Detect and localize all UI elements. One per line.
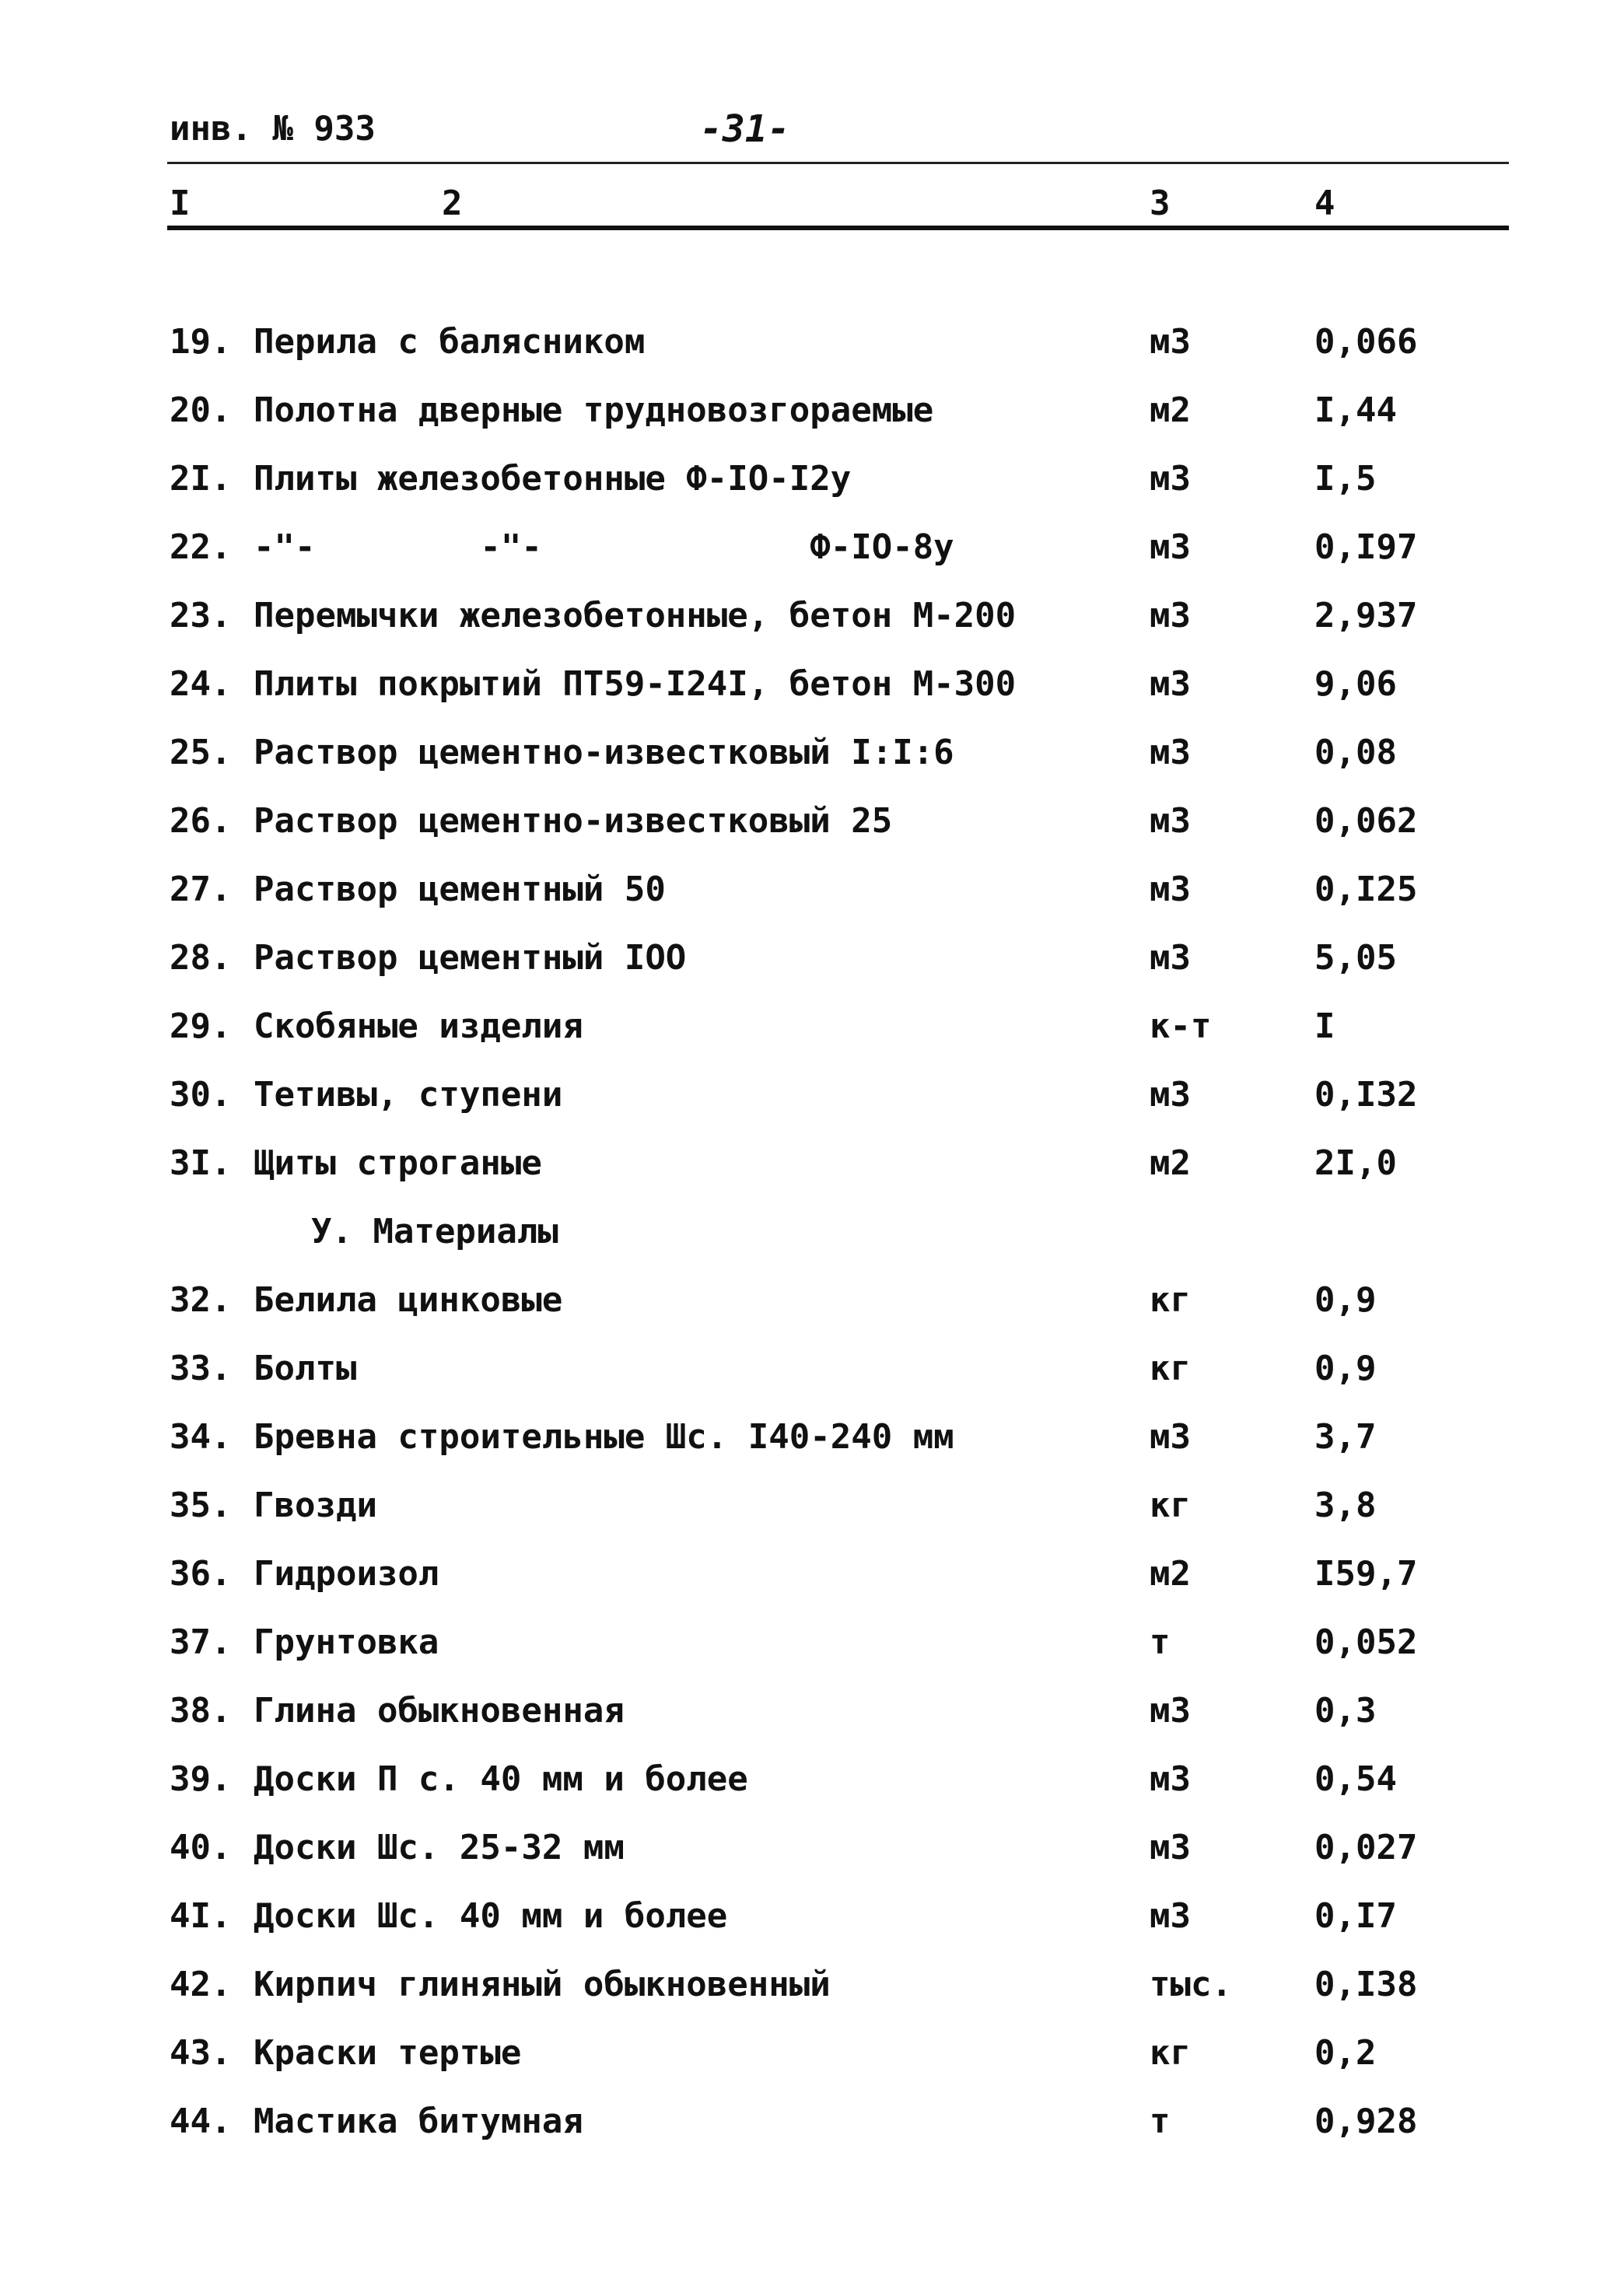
list-item bbox=[0, 1475, 1617, 1543]
item-quantity: 0,928 bbox=[1314, 2102, 1418, 2141]
item-unit: к-т bbox=[1150, 1006, 1212, 1046]
item-name: -"- -"- Ф-IO-8у bbox=[254, 527, 954, 567]
item-unit: м3 bbox=[1150, 801, 1191, 841]
item-number: 26. bbox=[170, 801, 232, 841]
item-quantity: 2I,0 bbox=[1314, 1143, 1397, 1183]
list-item bbox=[0, 996, 1617, 1064]
list-item bbox=[0, 927, 1617, 996]
list-item bbox=[0, 1612, 1617, 1680]
list-item bbox=[0, 859, 1617, 927]
item-unit: т bbox=[1150, 1622, 1171, 1662]
list-item bbox=[0, 2091, 1617, 2159]
item-number: 43. bbox=[170, 2033, 232, 2073]
item-number: 2I. bbox=[170, 459, 232, 499]
list-item bbox=[0, 1885, 1617, 1954]
item-quantity: 0,I32 bbox=[1314, 1075, 1418, 1115]
item-quantity: 0,027 bbox=[1314, 1828, 1418, 1867]
list-item bbox=[0, 311, 1617, 380]
item-name: Тетивы, ступени bbox=[254, 1075, 563, 1115]
section-heading: У. Материалы bbox=[311, 1212, 558, 1251]
item-quantity: I59,7 bbox=[1314, 1554, 1418, 1594]
item-name: Полотна дверные трудновозгораемые bbox=[254, 390, 934, 430]
item-quantity: 0,9 bbox=[1314, 1349, 1377, 1388]
list-item bbox=[0, 1748, 1617, 1817]
item-number: 40. bbox=[170, 1828, 232, 1867]
item-quantity: I bbox=[1314, 1006, 1335, 1046]
list-item bbox=[0, 1406, 1617, 1475]
item-unit: м3 bbox=[1150, 596, 1191, 635]
item-number: 35. bbox=[170, 1486, 232, 1525]
item-number: 20. bbox=[170, 390, 232, 430]
item-name: Скобяные изделия bbox=[254, 1006, 583, 1046]
item-number: 19. bbox=[170, 322, 232, 362]
item-unit: м3 bbox=[1150, 1828, 1191, 1867]
item-name: Бревна строительные Шс. I40-240 мм bbox=[254, 1417, 954, 1457]
item-unit: м3 bbox=[1150, 459, 1191, 499]
list-item bbox=[0, 516, 1617, 585]
item-name: Болты bbox=[254, 1349, 357, 1388]
item-name: Раствор цементно-известковый 25 bbox=[254, 801, 893, 841]
item-number: 24. bbox=[170, 664, 232, 704]
item-unit: м3 bbox=[1150, 938, 1191, 978]
item-number: 44. bbox=[170, 2102, 232, 2141]
item-quantity: 3,7 bbox=[1314, 1417, 1377, 1457]
list-item bbox=[0, 722, 1617, 790]
list-item bbox=[0, 448, 1617, 516]
item-quantity: 0,2 bbox=[1314, 2033, 1377, 2073]
item-unit: кг bbox=[1150, 1349, 1191, 1388]
item-name: Доски Шс. 40 мм и более bbox=[254, 1896, 728, 1936]
item-number: 4I. bbox=[170, 1896, 232, 1936]
header-rule-top bbox=[167, 162, 1509, 164]
item-number: 39. bbox=[170, 1759, 232, 1799]
item-unit: м3 bbox=[1150, 527, 1191, 567]
item-number: 32. bbox=[170, 1280, 232, 1320]
item-unit: м3 bbox=[1150, 1417, 1191, 1457]
item-unit: м3 bbox=[1150, 733, 1191, 772]
item-quantity: I,5 bbox=[1314, 459, 1377, 499]
item-name: Глина обыкновенная bbox=[254, 1691, 625, 1731]
item-number: 34. bbox=[170, 1417, 232, 1457]
section-heading-row bbox=[0, 1201, 1617, 1269]
item-quantity: 0,062 bbox=[1314, 801, 1418, 841]
item-name: Мастика битумная bbox=[254, 2102, 583, 2141]
page-number: -31- bbox=[700, 107, 790, 151]
item-name: Кирпич глиняный обыкновенный bbox=[254, 1965, 831, 2004]
column-header-4: 4 bbox=[1314, 184, 1335, 223]
item-number: 3I. bbox=[170, 1143, 232, 1183]
item-name: Раствор цементный 50 bbox=[254, 870, 666, 909]
item-unit: кг bbox=[1150, 1486, 1191, 1525]
item-unit: м3 bbox=[1150, 322, 1191, 362]
inventory-number: инв. № 933 bbox=[170, 109, 376, 149]
item-unit: м2 bbox=[1150, 1554, 1191, 1594]
list-item bbox=[0, 380, 1617, 448]
item-number: 38. bbox=[170, 1691, 232, 1731]
item-quantity: 9,06 bbox=[1314, 664, 1397, 704]
list-item bbox=[0, 585, 1617, 653]
item-quantity: 0,3 bbox=[1314, 1691, 1377, 1731]
item-name: Раствор цементно-известковый I:I:6 bbox=[254, 733, 954, 772]
item-unit: м2 bbox=[1150, 1143, 1191, 1183]
item-number: 36. bbox=[170, 1554, 232, 1594]
item-number: 33. bbox=[170, 1349, 232, 1388]
list-item bbox=[0, 1064, 1617, 1132]
item-name: Плиты покрытий ПТ59-I24I, бетон М-300 bbox=[254, 664, 1017, 704]
item-number: 42. bbox=[170, 1965, 232, 2004]
item-name: Гвозди bbox=[254, 1486, 377, 1525]
item-quantity: 0,I7 bbox=[1314, 1896, 1397, 1936]
list-item bbox=[0, 1680, 1617, 1748]
item-name: Перемычки железобетонные, бетон М-200 bbox=[254, 596, 1017, 635]
item-quantity: 2,937 bbox=[1314, 596, 1418, 635]
header-rule-bottom bbox=[167, 226, 1509, 230]
item-name: Щиты строганые bbox=[254, 1143, 542, 1183]
list-item bbox=[0, 790, 1617, 859]
item-unit: тыс. bbox=[1150, 1965, 1232, 2004]
column-header-3: 3 bbox=[1150, 184, 1171, 223]
item-number: 37. bbox=[170, 1622, 232, 1662]
item-number: 30. bbox=[170, 1075, 232, 1115]
column-header-2: 2 bbox=[442, 184, 463, 223]
item-name: Грунтовка bbox=[254, 1622, 439, 1662]
item-unit: м3 bbox=[1150, 870, 1191, 909]
item-number: 23. bbox=[170, 596, 232, 635]
item-unit: кг bbox=[1150, 1280, 1191, 1320]
item-name: Раствор цементный IOO bbox=[254, 938, 687, 978]
item-name: Белила цинковые bbox=[254, 1280, 563, 1320]
item-quantity: 0,I25 bbox=[1314, 870, 1418, 909]
item-quantity: 0,066 bbox=[1314, 322, 1418, 362]
list-item bbox=[0, 1543, 1617, 1612]
item-number: 28. bbox=[170, 938, 232, 978]
item-unit: м2 bbox=[1150, 390, 1191, 430]
item-unit: м3 bbox=[1150, 1075, 1191, 1115]
item-number: 25. bbox=[170, 733, 232, 772]
item-quantity: I,44 bbox=[1314, 390, 1397, 430]
item-quantity: 0,I38 bbox=[1314, 1965, 1418, 2004]
item-unit: м3 bbox=[1150, 1691, 1191, 1731]
item-quantity: 0,9 bbox=[1314, 1280, 1377, 1320]
item-name: Доски П с. 40 мм и более bbox=[254, 1759, 748, 1799]
list-item bbox=[0, 1338, 1617, 1406]
list-item bbox=[0, 1132, 1617, 1201]
list-item bbox=[0, 1269, 1617, 1338]
item-quantity: 0,052 bbox=[1314, 1622, 1418, 1662]
item-unit: м3 bbox=[1150, 664, 1191, 704]
item-name: Доски Шс. 25-32 мм bbox=[254, 1828, 625, 1867]
list-item bbox=[0, 653, 1617, 722]
list-item bbox=[0, 1954, 1617, 2022]
item-name: Гидроизол bbox=[254, 1554, 439, 1594]
list-item bbox=[0, 1817, 1617, 1885]
list-item bbox=[0, 2022, 1617, 2091]
item-unit: т bbox=[1150, 2102, 1171, 2141]
item-quantity: 5,05 bbox=[1314, 938, 1397, 978]
materials-list bbox=[0, 311, 1617, 2159]
item-quantity: 0,54 bbox=[1314, 1759, 1397, 1799]
item-unit: кг bbox=[1150, 2033, 1191, 2073]
item-number: 29. bbox=[170, 1006, 232, 1046]
item-number: 27. bbox=[170, 870, 232, 909]
item-unit: м3 bbox=[1150, 1759, 1191, 1799]
item-name: Краски тертые bbox=[254, 2033, 522, 2073]
item-unit: м3 bbox=[1150, 1896, 1191, 1936]
item-quantity: 0,I97 bbox=[1314, 527, 1418, 567]
item-quantity: 0,08 bbox=[1314, 733, 1397, 772]
item-quantity: 3,8 bbox=[1314, 1486, 1377, 1525]
column-header-1: I bbox=[170, 184, 191, 223]
item-name: Перила с балясником bbox=[254, 322, 646, 362]
item-name: Плиты железобетонные Ф-IO-I2у bbox=[254, 459, 852, 499]
item-number: 22. bbox=[170, 527, 232, 567]
